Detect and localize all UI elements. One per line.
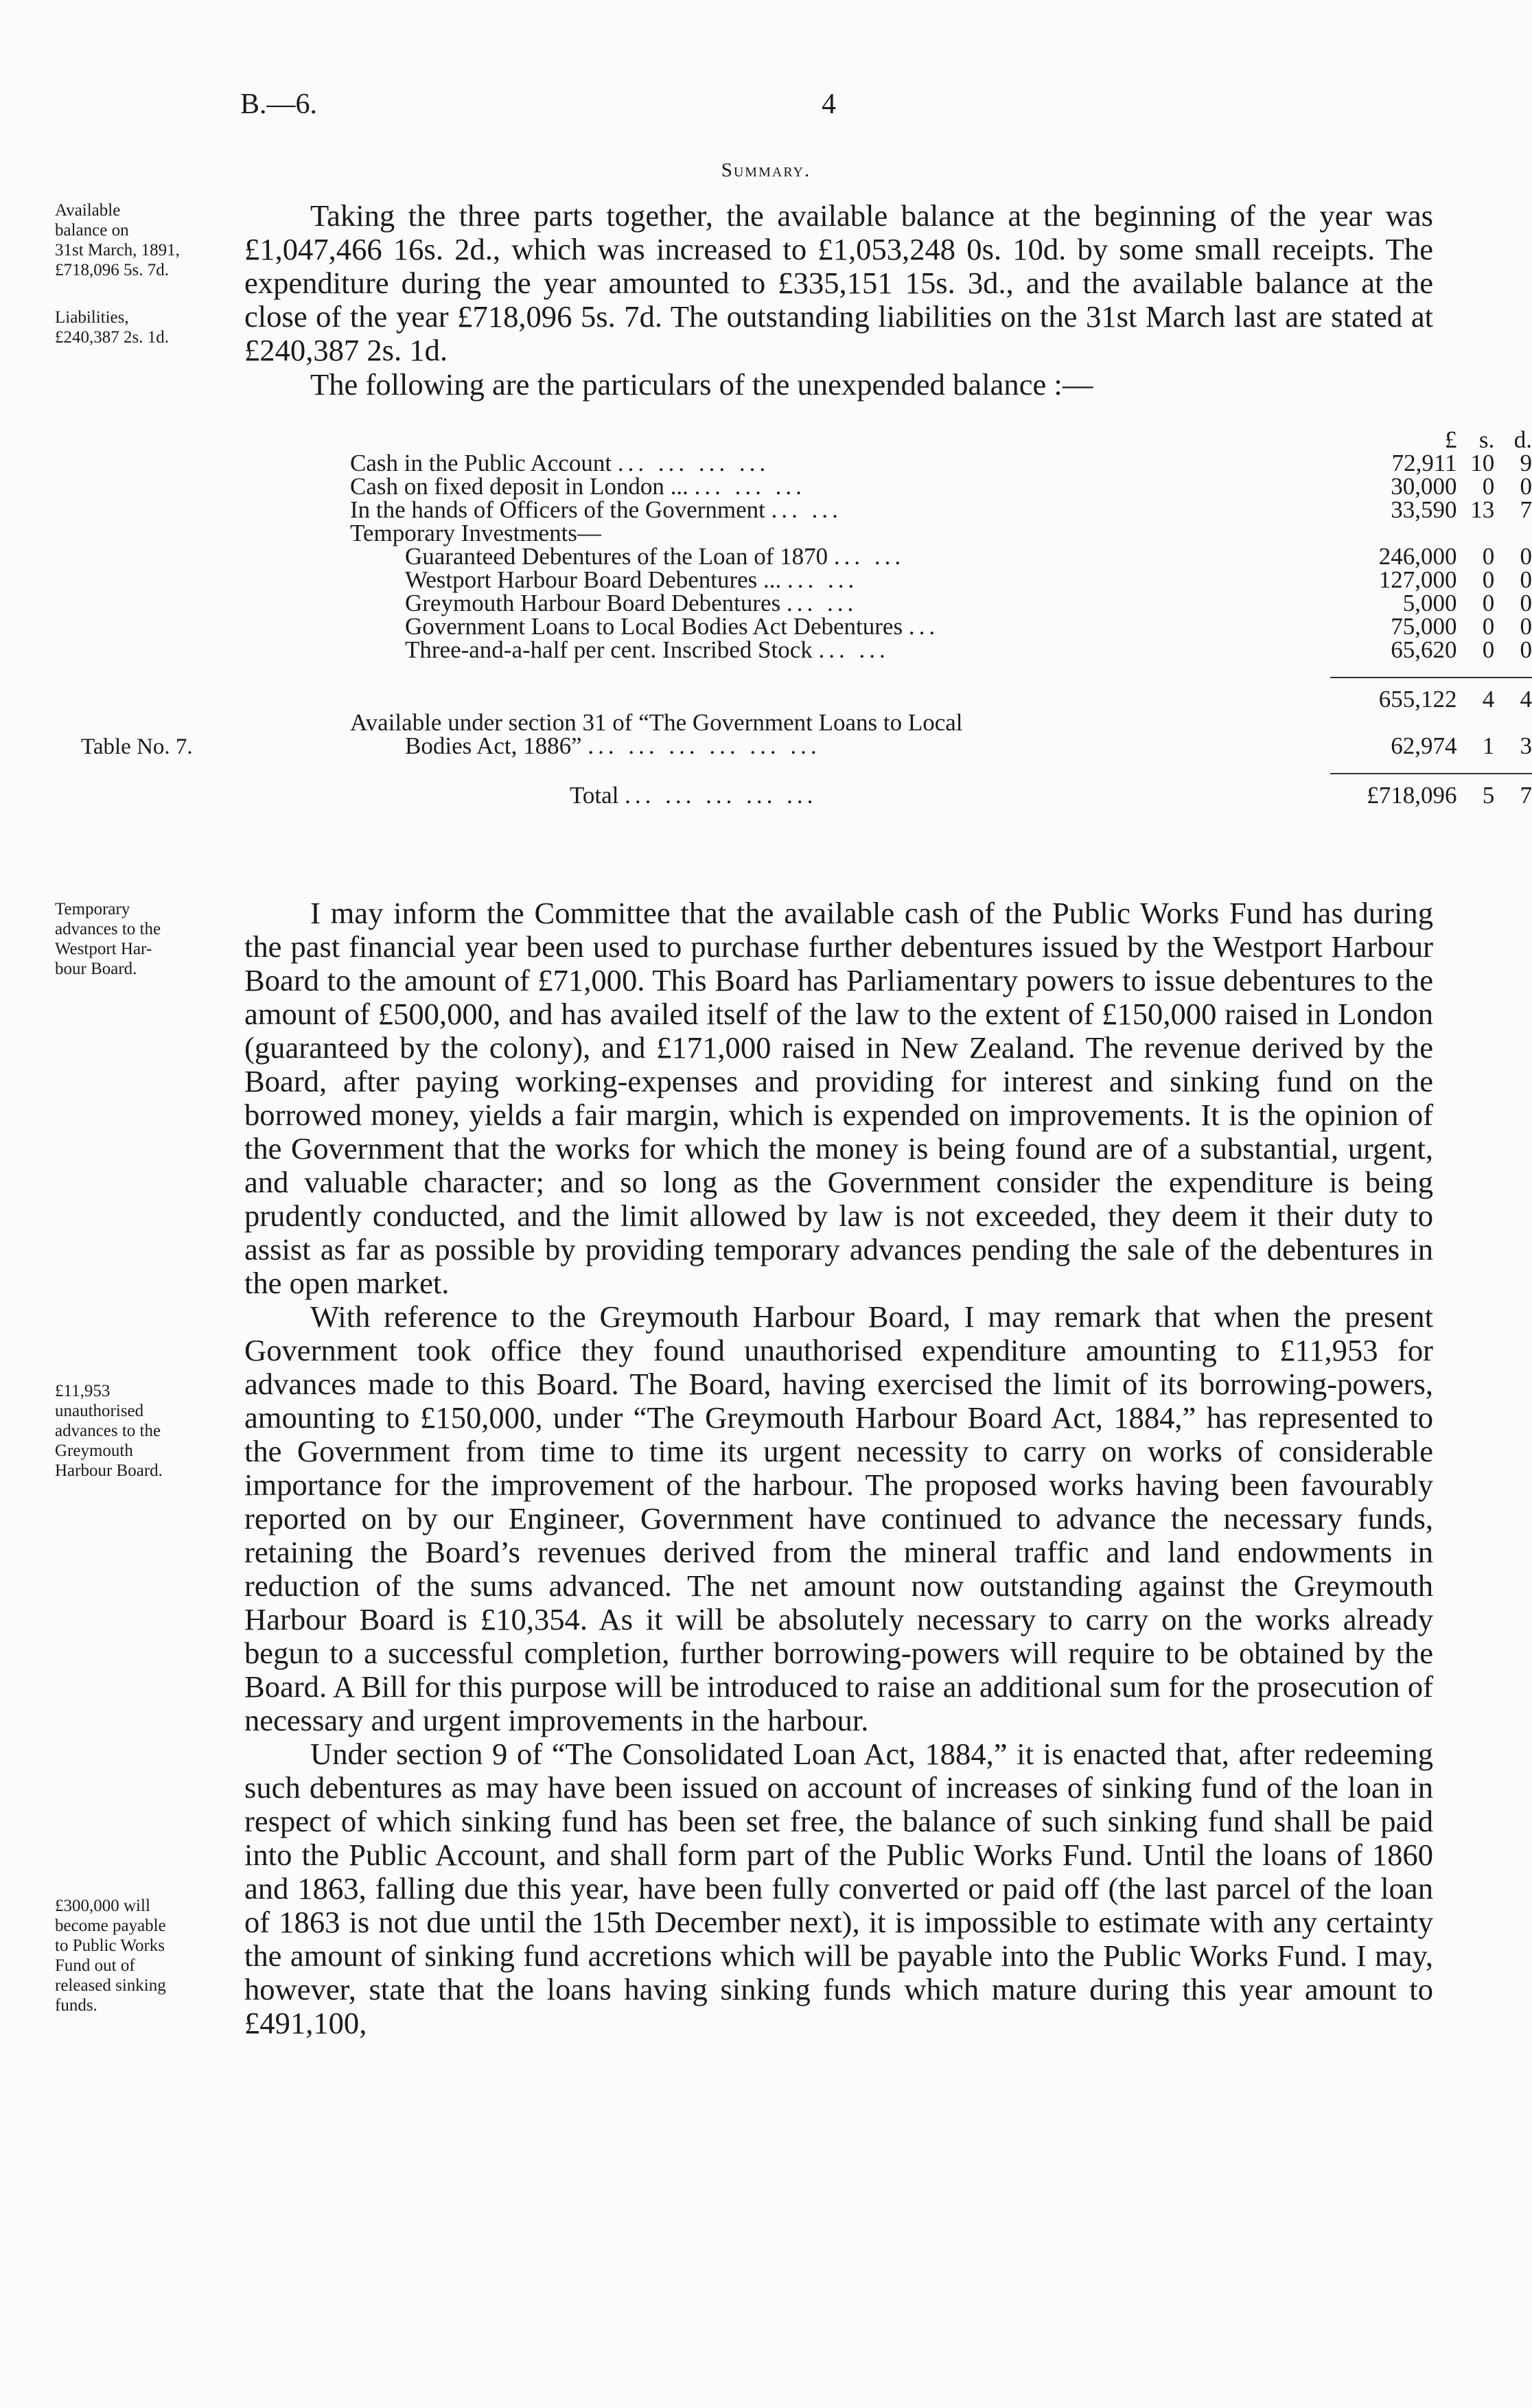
- table-row: Temporary Investments—: [350, 520, 601, 546]
- available-row: Bodies Act, 1886” ... ... ... ... ... ... 62,974 1 3: [405, 732, 1532, 759]
- total-row: Total ... ... ... ... ... £718,096 5 7: [350, 774, 1532, 807]
- table-row: Guaranteed Debentures of the Loan of 1870 ... ... 246,000 0 0: [405, 543, 1532, 570]
- table-row: In the hands of Officers of the Government ... ... 33,590 13 7: [350, 496, 1532, 523]
- main-text-block: [244, 896, 1433, 2040]
- summary-paragraph-block: [244, 199, 1433, 367]
- margin-note-available-balance: Available balance on 31st March, 1891, £718,096 5s. 7d.: [55, 201, 180, 279]
- table-row: Three-and-a-half per cent. Inscribed Stock ... ... 65,620 0 0: [405, 636, 1532, 663]
- section-title: Summary.: [721, 159, 811, 181]
- margin-note-payable: £300,000 will become payable to Public Works Fund out of released sinking funds.: [55, 1897, 166, 2015]
- consolidated-loan-paragraph: Under section 9 of “The Consolidated Loan Act, 1884,” it is enacted that, after redeeming such debentures as may have been issued on account of increases of sinking fund of the loan in respect of which sinking fund has been set free, the balance of such sinking fund shall be paid into the Public Account, and shall form part of the Public Works Fund. Until the loans of 1860 and 1863, falling due this year, have been fully converted or paid off (the last parcel of the loan of 1863 is not due until the 15th December next), it is impossible to estimate with any certainty the amount of sinking fund accretions which will be payable into the Public Works Fund. I may, however, state that the loans having sinking funds which mature during this year amount to £491,100,: [244, 1737, 1433, 2040]
- margin-note-liabilities: Liabilities, £240,387 2s. 1d.: [55, 308, 169, 347]
- page-number: 4: [822, 89, 836, 120]
- table-row: Cash in the Public Account ... ... ... ... 72,911 10 9: [350, 450, 1532, 476]
- margin-note-unauthorised: £11,953 unauthorised advances to the Greymouth Harbour Board.: [55, 1382, 163, 1480]
- margin-note-table-ref: Table No. 7.: [81, 734, 193, 759]
- paper-number: B.—6.: [240, 89, 318, 120]
- subtotal-row: 655,122 4 4: [350, 678, 1532, 711]
- table-row: Cash on fixed deposit in London ... ... ... ... 30,000 0 0: [350, 473, 1532, 500]
- table-row: Government Loans to Local Bodies Act Debentures ... 75,000 0 0: [405, 613, 1532, 640]
- summary-paragraph: Taking the three parts together, the available balance at the beginning of the year was £1,047,466 16s. 2d., which was increased to £1,053,248 0s. 10d. by some small receipts. The expenditure during the year amounted to £335,151 15s. 3d., and the available balance at the close of the year £718,096 5s. 7d. The outstanding liabilities on the 31st March last are stated at £240,387 2s. 1d.: [244, 198, 1433, 367]
- table-header-row: £ s. d.: [1445, 426, 1532, 453]
- westport-paragraph: I may inform the Committee that the available cash of the Public Works Fund has during the past financial year been used to purchase further debentures issued by the Westport Harbour Board to the amount of £71,000. This Board has Parliamentary powers to issue debentures to the amount of £500,000, and has availed itself of the law to the extent of £150,000 raised in London (guaranteed by the colony), and £171,000 raised in New Zealand. The revenue derived by the Board, after paying working-expenses and providing for interest and sinking fund on the borrowed money, yields a fair margin, which is expended on improvements. It is the opinion of the Government that the works for which the money is being found are of a substantial, urgent, and valuable character; and so long as the Government consider the expenditure is being prudently conducted, and the limit allowed by law is not exceeded, they deem it their duty to assist as far as possible by providing temporary advances pending the sale of the debentures in the open market.: [244, 896, 1433, 1300]
- margin-note-temporary-advances: Temporary advances to the Westport Har- bour Board.: [55, 900, 161, 978]
- table-row: Available under section 31 of “The Government Loans to Local: [350, 709, 963, 736]
- table-row: Westport Harbour Board Debentures ... ... ... 127,000 0 0: [405, 566, 1532, 593]
- unexpended-balance-table: [350, 428, 1532, 807]
- particulars-lead: The following are the particulars of the unexpended balance :—: [310, 367, 1093, 402]
- table-row: Greymouth Harbour Board Debentures ... ... 5,000 0 0: [405, 590, 1532, 616]
- greymouth-paragraph: With reference to the Greymouth Harbour Board, I may remark that when the present Government took office they found unauthorised expenditure amounting to £11,953 for advances made to this Board. The Board, having exercised the limit of its borrowing-powers, amounting to £150,000, under “The Greymouth Harbour Board Act, 1884,” has represented to the Government from time to time its urgent necessity to carry on works of considerable importance for the improvement of the harbour. The proposed works having been favourably reported on by our Engineer, Government have continued to advance the necessary funds, retaining the Board’s revenues derived from the mineral traffic and land endowments in reduction of the sums advanced. The net amount now outstanding against the Greymouth Harbour Board is £10,354. As it will be absolutely necessary to carry on the works already begun to a successful completion, further borrowing-powers will require to be obtained by the Board. A Bill for this purpose will be introduced to raise an additional sum for the prosecution of necessary and urgent improvements in the harbour.: [244, 1299, 1433, 1737]
